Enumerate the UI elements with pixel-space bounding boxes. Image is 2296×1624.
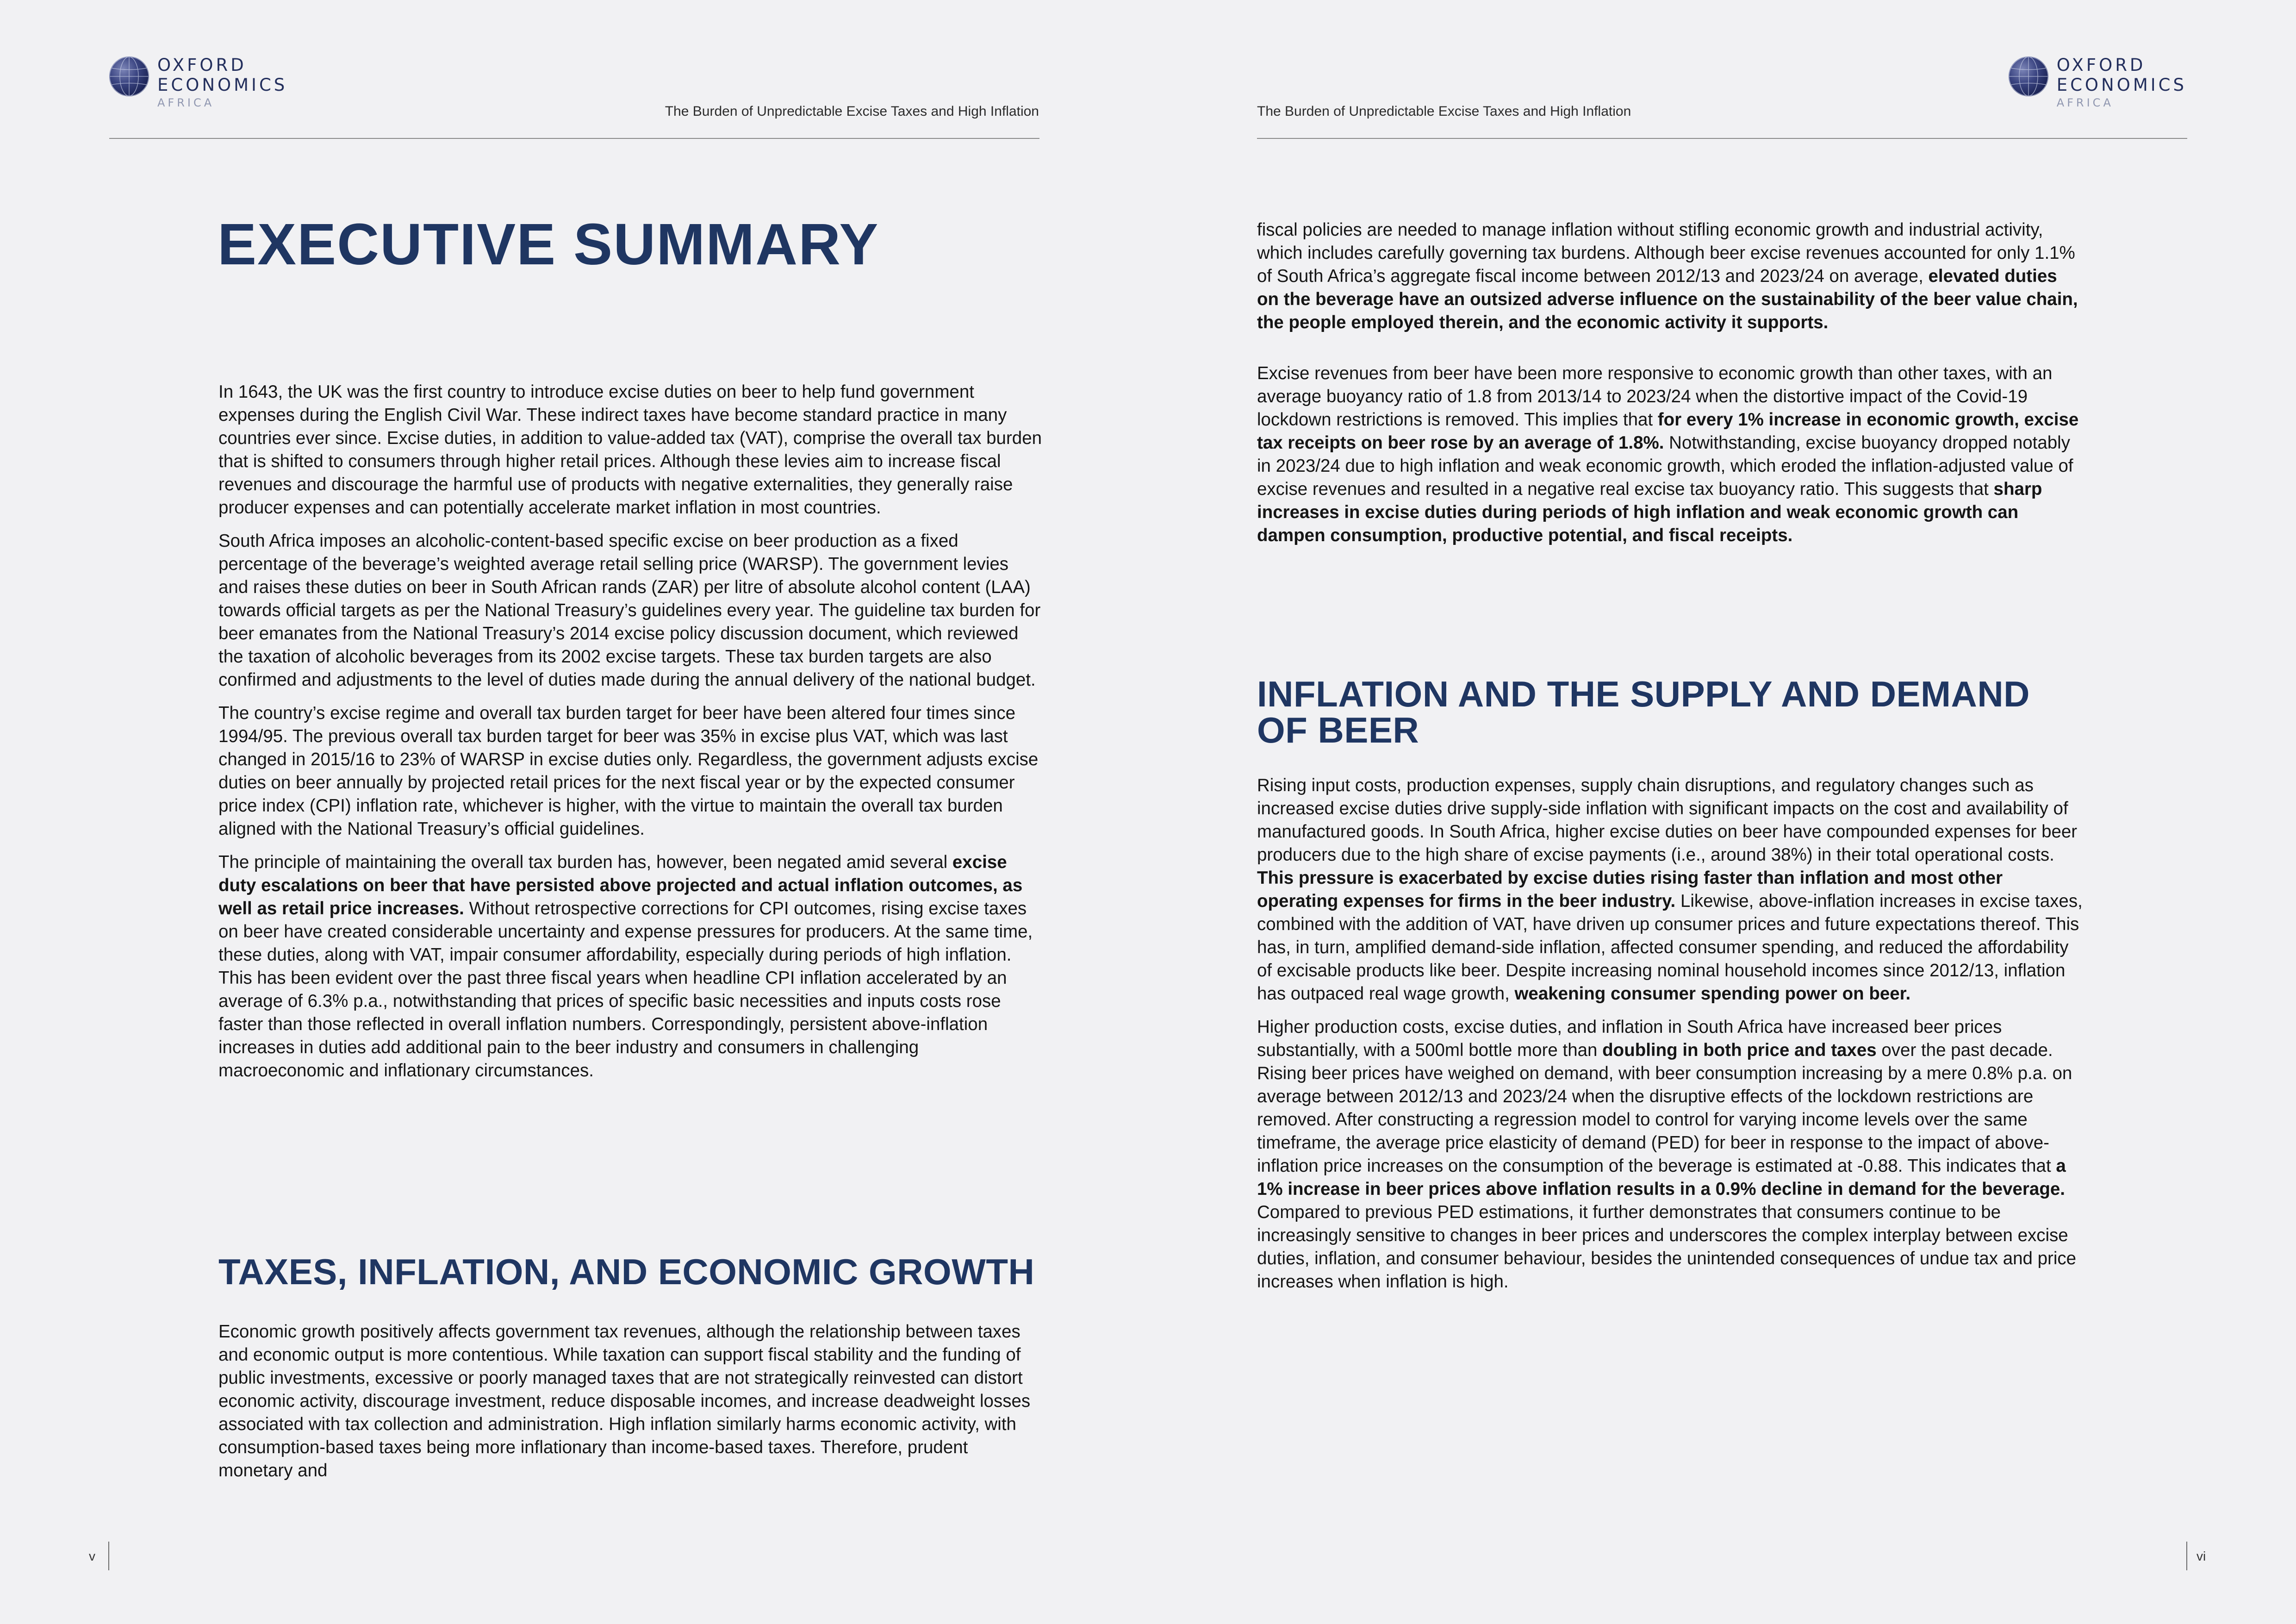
globe-icon xyxy=(2009,56,2048,96)
emphasis-text: excise duty escalations on beer that have persisted above projected and actual inflation outcomes, as well as retail price increases. xyxy=(218,852,1023,918)
oxford-economics-logo xyxy=(2009,56,2187,108)
section-heading-inflation: INFLATION AND THE SUPPLY AND DEMAND OF BEER xyxy=(1257,674,2030,750)
intro-paragraph xyxy=(218,851,1042,1082)
body-text: Economic growth positively affects government tax revenues, although the relationship between taxes and economic output is more contentious. While taxation can support fiscal stability and the funding of public investments, excessive or poorly managed taxes that are not strategically reinvested can distort economic activity, discourage investment, reduce disposable incomes, and increase deadweight losses associated with tax collection and administration. High inflation similarly harms economic activity, with consumption-based taxes being more inflationary than income-based taxes. Therefore, prudent monetary and xyxy=(218,1322,1031,1480)
body-text: Rising input costs, production expenses, supply chain disruptions, and regulatory changes such as increased excise duties drive supply-side inflation with significant impacts on the cost and availability of manufactured goods. In South Africa, higher excise duties on beer have compounded expenses for beer producers due to the high share of excise payments (i.e., around 38%) in their total operational costs. xyxy=(1257,775,2078,865)
continued-paragraph xyxy=(1257,362,2083,547)
body-text: South Africa imposes an alcoholic-content-based specific excise on beer production as a fixed percentage of the beverage’s weighted average retail selling price (WARSP). The government levies and raises these duties on beer in South African rands (ZAR) per litre of absolute alcohol content (LAA) towards official targets as per the National Treasury’s guidelines every year. The guideline tax burden for beer emanates from the National Treasury’s 2014 excise policy discussion document, which reviewed the taxation of alcoholic beverages from its 2002 excise targets. These tax burden targets are also confirmed and adjustments to the level of duties made during the annual delivery of the national budget. xyxy=(218,531,1041,690)
emphasis-text: elevated duties on the beverage have an outsized adverse influence on the sustainability of the beer value chain, the people employed therein, and the economic activity it supports. xyxy=(1257,266,2078,332)
continued-paragraph xyxy=(1257,219,2083,334)
emphasis-text: for every 1% increase in economic growth, excise tax receipts on beer rose by an average of 1.8%. xyxy=(1257,410,2079,453)
inflation-section xyxy=(1257,774,2083,1293)
page-number-rule-left xyxy=(108,1542,109,1570)
inflation-paragraph xyxy=(1257,1016,2083,1293)
body-text: In 1643, the UK was the first country to introduce excise duties on beer to help fund government expenses during the English Civil War. These indirect taxes have become standard practice in many countries ever since. Excise duties, in addition to value-added tax (VAT), comprise the overall tax burden that is shifted to consumers through higher retail prices. Although these levies aim to increase fiscal revenues and discourage the harmful use of products with negative externalities, they generally raise producer expenses and can potentially accelerate market inflation in most countries. xyxy=(218,382,1042,518)
body-text: The principle of maintaining the overall tax burden has, however, been negated amid several xyxy=(218,852,952,872)
intro-section xyxy=(218,381,1042,1082)
page-number-rule-right xyxy=(2186,1542,2187,1570)
globe-icon xyxy=(109,56,149,96)
emphasis-text: sharp increases in excise duties during periods of high inflation and weak economic growth can dampen consumption, productive potential, and fiscal receipts. xyxy=(1257,479,2042,545)
running-title-right: The Burden of Unpredictable Excise Taxes and High Inflation xyxy=(1257,104,1631,119)
body-text: The country’s excise regime and overall tax burden target for beer have been altered four times since 1994/95. The previous overall tax burden target for beer was 35% in excise plus VAT, which was last changed in 2015/16 to 23% of WARSP in excise duties only. Regardless, the government adjusts excise duties on beer annually by projected retail prices for the next fiscal year or by the expected consumer price index (CPI) inflation rate, whichever is higher, with the virtue to maintain the overall tax burden aligned with the National Treasury’s official guidelines. xyxy=(218,703,1039,839)
running-title-left: The Burden of Unpredictable Excise Taxes and High Inflation xyxy=(665,104,1039,119)
body-text: Notwithstanding, excise buoyancy dropped notably in 2023/24 due to high inflation and weak economic growth, which eroded the inflation-adjusted value of excise revenues and resulted in a negative real excise tax buoyancy ratio. This suggests that xyxy=(1257,433,2073,499)
emphasis-text: This pressure is exacerbated by excise duties rising faster than inflation and most other operating expenses for firms in the beer industry. xyxy=(1257,868,2003,911)
emphasis-text: weakening consumer spending power on beer. xyxy=(1514,984,1911,1004)
body-text: Without retrospective corrections for CPI outcomes, rising excise taxes on beer have created considerable uncertainty and expense pressures for producers. At the same time, these duties, along with VAT, impair consumer affordability, especially during periods of high inflation. This has been evident over the past three fiscal years when headline CPI inflation accelerated by an average of 6.3% p.a., notwithstanding that prices of specific basic necessities and inputs costs rose faster than those reflected in overall inflation numbers. Correspondingly, persistent above-inflation increases in duties add additional pain to the beer industry and consumers in challenging macroeconomic and inflationary circumstances. xyxy=(218,899,1033,1081)
logo-line-economics: ECONOMICS xyxy=(2056,75,2187,95)
logo-sub-africa: AFRICA xyxy=(157,96,215,109)
intro-paragraph xyxy=(218,530,1042,692)
intro-paragraph xyxy=(218,702,1042,841)
logo-line-economics: ECONOMICS xyxy=(157,75,288,95)
body-text: Excise revenues from beer have been more responsive to economic growth than other taxes, with an average buoyancy ratio of 1.8 from 2013/14 to 2023/24 when the distortive impact of the Covid-19 lockdown restrictions is removed. This implies that xyxy=(1257,363,2053,430)
body-text: fiscal policies are needed to manage inflation without stifling economic growth and industrial activity, which includes carefully governing tax burdens. Although beer excise revenues accounted for only 1.1% of South Africa’s aggregate fiscal income between 2012/13 and 2023/24 on average, xyxy=(1257,220,2075,286)
right-page xyxy=(1148,0,2296,1624)
body-text: Higher production costs, excise duties, and inflation in South Africa have increased beer prices substantially, with a 500ml bottle more than xyxy=(1257,1017,2002,1060)
taxes-section xyxy=(218,1320,1042,1482)
logo-sub-africa: AFRICA xyxy=(2056,96,2114,109)
body-text: Compared to previous PED estimations, it further demonstrates that consumers continue to be increasingly sensitive to changes in beer prices and underscores the complex interplay between excise duties, inflation, and consumer behaviour, besides the unintended consequences of undue tax and price increases when inflation is high. xyxy=(1257,1202,2077,1292)
emphasis-text: a 1% increase in beer prices above inflation results in a 0.9% decline in demand for the beverage. xyxy=(1257,1156,2066,1199)
header-rule-left xyxy=(109,138,1039,139)
body-text: Likewise, above-inflation increases in excise taxes, combined with the addition of VAT, have driven up consumer prices and future expectations thereof. This has, in turn, amplified demand-side inflation, affected consumer spending, and reduced the affordability of excisable products like beer. Despite increasing nominal household incomes since 2012/13, inflation has outpaced real wage growth, xyxy=(1257,891,2083,1004)
logo-line-oxford: OXFORD xyxy=(2056,55,2146,75)
page-title: EXECUTIVE SUMMARY xyxy=(218,212,879,277)
emphasis-text: doubling in both price and taxes xyxy=(1602,1040,1877,1060)
section-heading-taxes: TAXES, INFLATION, AND ECONOMIC GROWTH xyxy=(218,1251,1035,1292)
logo-line-oxford: OXFORD xyxy=(157,55,247,75)
header-rule-right xyxy=(1257,138,2187,139)
taxes-paragraph xyxy=(218,1320,1042,1482)
inflation-paragraph xyxy=(1257,774,2083,1006)
continued-section xyxy=(1257,219,2083,547)
oxford-economics-logo xyxy=(109,56,287,108)
intro-paragraph xyxy=(218,381,1042,519)
page-number-left: v xyxy=(89,1549,95,1563)
body-text: over the past decade. Rising beer prices have weighed on demand, with beer consumption increasing by a mere 0.8% p.a. on average between 2012/13 and 2023/24 when the disruptive effects of the lockdown restrictions are removed. After constructing a regression model to control for varying income levels over the same timeframe, the average price elasticity of demand (PED) for beer in response to the impact of above-inflation price increases on the consumption of the beverage is estimated at -0.88. This indicates that xyxy=(1257,1040,2072,1176)
page-number-right: vi xyxy=(2196,1549,2206,1563)
